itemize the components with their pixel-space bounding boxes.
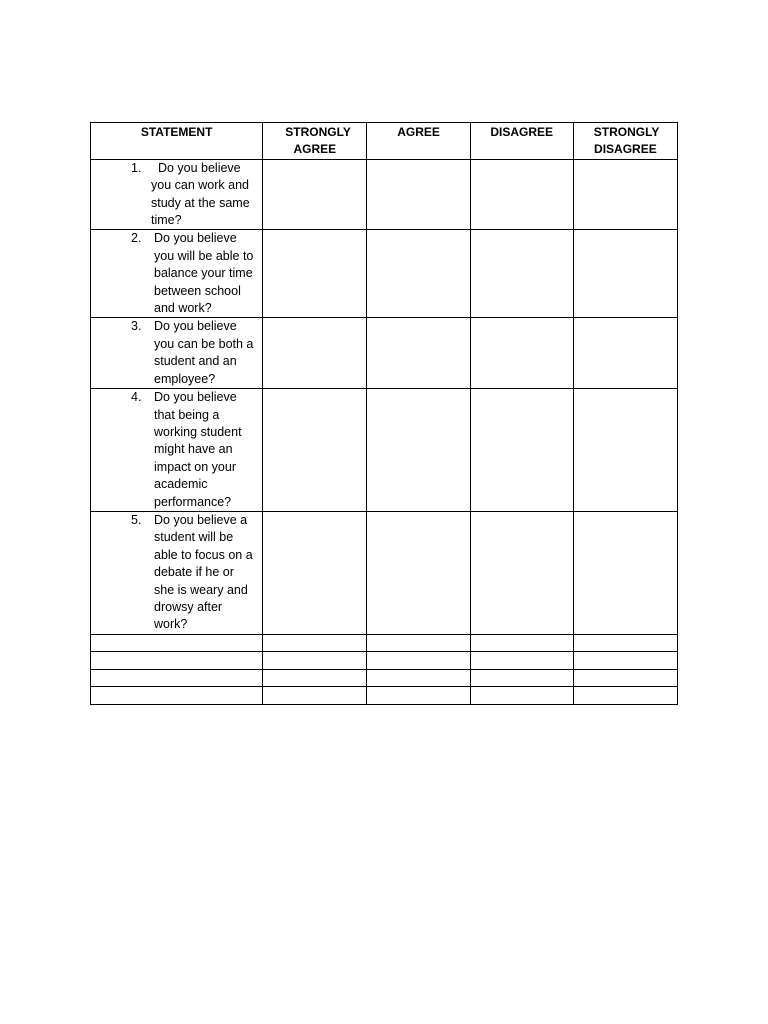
blank-row (91, 652, 678, 670)
response-agree[interactable] (367, 318, 470, 389)
statement-text: Do you believe a student will be able to focus on a debate if he or she is weary and drowsy after work? (154, 512, 253, 632)
blank-cell[interactable] (470, 652, 573, 670)
blank-row (91, 669, 678, 687)
response-disagree[interactable] (470, 389, 573, 512)
header-strongly-disagree: STRONGLY DISAGREE (573, 123, 677, 160)
table-row (91, 511, 678, 634)
response-disagree[interactable] (470, 511, 573, 634)
response-strongly-disagree[interactable] (573, 389, 677, 512)
response-disagree[interactable] (470, 318, 573, 389)
response-agree[interactable] (367, 159, 470, 230)
statement-number: 4. (131, 390, 142, 405)
blank-cell[interactable] (367, 669, 470, 687)
blank-cell[interactable] (573, 669, 677, 687)
statement-text: Do you believe that being a working student might have an impact on your academic performance? (154, 390, 242, 509)
blank-cell[interactable] (263, 652, 367, 670)
table-row (91, 159, 678, 230)
response-strongly-disagree[interactable] (573, 159, 677, 230)
blank-cell[interactable] (263, 634, 367, 652)
response-strongly-agree[interactable] (263, 159, 367, 230)
statement-number: 5. (131, 512, 142, 527)
blank-cell[interactable] (573, 634, 677, 652)
response-strongly-agree[interactable] (263, 318, 367, 389)
header-strongly-agree: STRONGLY AGREE (263, 123, 367, 160)
blank-cell[interactable] (91, 687, 263, 705)
statement-text: Do you believe you can work and study at the same time? (151, 160, 250, 228)
statement-text: Do you believe you can be both a student and an employee? (154, 319, 254, 386)
blank-row (91, 634, 678, 652)
response-agree[interactable] (367, 389, 470, 512)
response-strongly-agree[interactable] (263, 511, 367, 634)
blank-cell[interactable] (470, 669, 573, 687)
statement-cell (91, 511, 263, 634)
blank-cell[interactable] (573, 687, 677, 705)
response-strongly-disagree[interactable] (573, 230, 677, 318)
statement-cell (91, 230, 263, 318)
blank-cell[interactable] (367, 687, 470, 705)
blank-cell[interactable] (91, 634, 263, 652)
response-disagree[interactable] (470, 159, 573, 230)
blank-cell[interactable] (367, 634, 470, 652)
response-disagree[interactable] (470, 230, 573, 318)
survey-table (90, 122, 678, 705)
blank-cell[interactable] (470, 634, 573, 652)
response-strongly-disagree[interactable] (573, 318, 677, 389)
blank-cell[interactable] (573, 652, 677, 670)
blank-cell[interactable] (91, 669, 263, 687)
header-agree: AGREE (367, 123, 470, 160)
header-statement: STATEMENT (91, 123, 263, 160)
statement-cell (91, 159, 263, 230)
response-agree[interactable] (367, 230, 470, 318)
blank-cell[interactable] (91, 652, 263, 670)
table-row (91, 389, 678, 512)
statement-number: 3. (131, 319, 142, 334)
blank-cell[interactable] (367, 652, 470, 670)
blank-cell[interactable] (263, 669, 367, 687)
blank-cell[interactable] (470, 687, 573, 705)
table-row (91, 318, 678, 389)
response-strongly-disagree[interactable] (573, 511, 677, 634)
table-row (91, 230, 678, 318)
blank-row (91, 687, 678, 705)
statement-cell (91, 389, 263, 512)
header-row (91, 123, 678, 160)
statement-text: Do you believe you will be able to balance your time between school and work? (154, 231, 254, 316)
response-agree[interactable] (367, 511, 470, 634)
response-strongly-agree[interactable] (263, 389, 367, 512)
statement-cell (91, 318, 263, 389)
blank-cell[interactable] (263, 687, 367, 705)
response-strongly-agree[interactable] (263, 230, 367, 318)
header-disagree: DISAGREE (470, 123, 573, 160)
statement-number: 2. (131, 231, 142, 246)
statement-number: 1. (131, 160, 142, 175)
